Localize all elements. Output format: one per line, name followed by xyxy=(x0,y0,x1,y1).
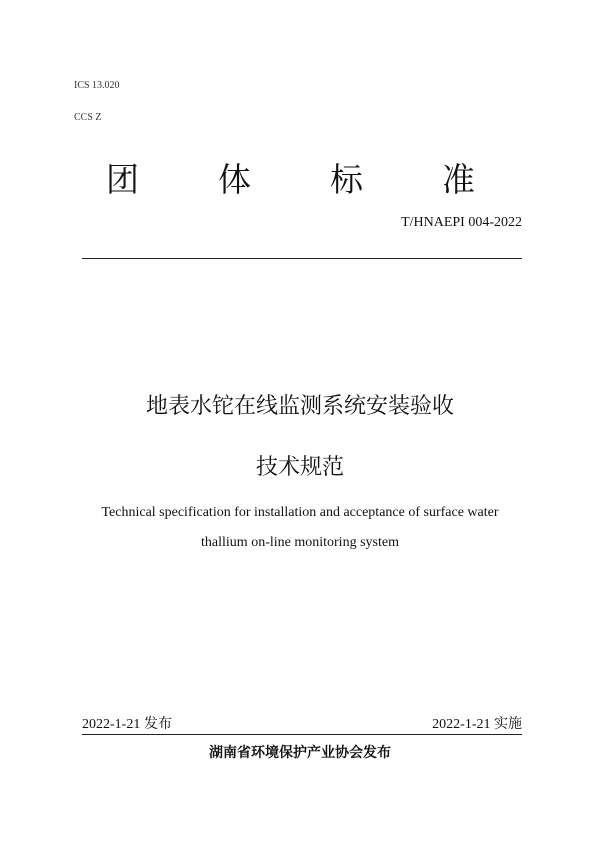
ccs-code: CCS Z xyxy=(74,112,102,123)
bottom-divider xyxy=(82,734,522,735)
publish-date: 2022-1-21 发布 xyxy=(82,717,172,732)
standard-type-char-3: 标 xyxy=(330,160,363,199)
standard-code: T/HNAEPI 004-2022 xyxy=(401,215,522,230)
ics-code: ICS 13.020 xyxy=(74,80,120,91)
publisher: 湖南省环境保护产业协会发布 xyxy=(209,745,391,761)
english-title-line-1: Technical specification for installation and acceptance of surface water xyxy=(101,505,499,520)
implementation-date: 2022-1-21 实施 xyxy=(432,717,522,732)
chinese-title-line-1: 地表水铊在线监测系统安装验收 xyxy=(145,394,454,419)
standard-type-title xyxy=(0,158,600,202)
standard-type-char-4: 准 xyxy=(442,160,475,199)
english-title-line-2: thallium on-line monitoring system xyxy=(201,535,399,550)
chinese-title-line-2: 技术规范 xyxy=(255,455,344,480)
top-divider xyxy=(82,258,522,259)
standard-type-char-1: 团 xyxy=(106,160,139,199)
standard-type-char-2: 体 xyxy=(218,160,251,199)
